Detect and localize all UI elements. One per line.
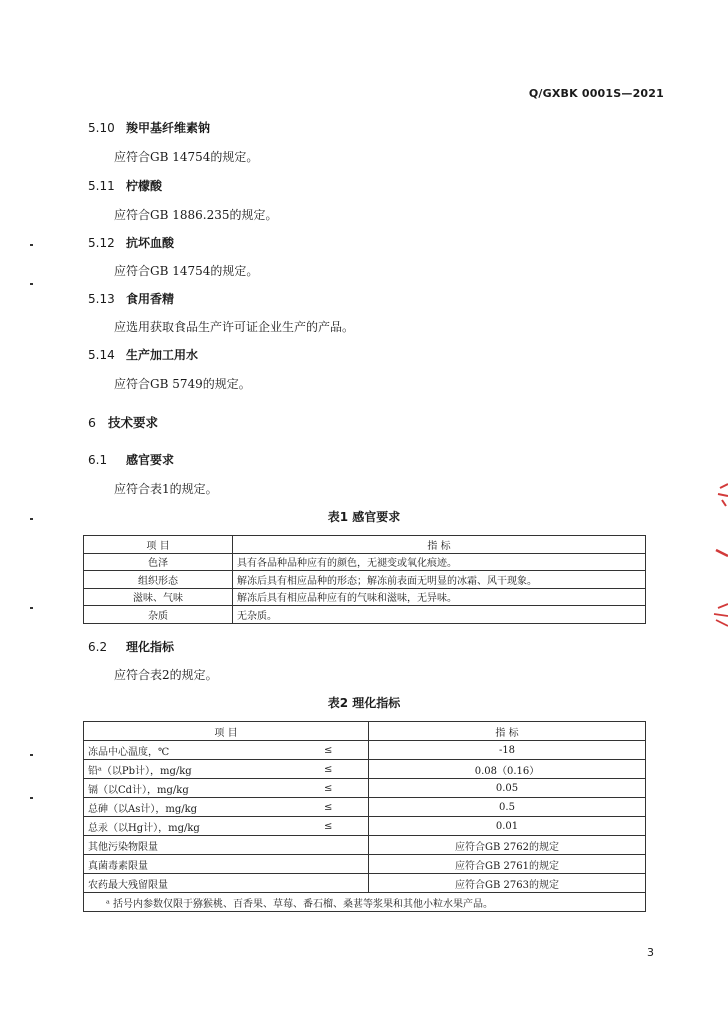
- table-row: [84, 836, 646, 855]
- row-value: 应符合GB 2761的规定: [369, 855, 646, 874]
- table-header-row: [84, 536, 646, 554]
- section-5-12-text: 应符合GB 14754的规定。: [114, 264, 259, 278]
- section-title: 羧甲基纤维素钠: [126, 121, 211, 135]
- section-title: 食用香精: [126, 292, 175, 306]
- row-item: 其他污染物限量: [84, 836, 323, 855]
- section-6-2-text: 应符合表2的规定。: [114, 668, 218, 682]
- section-5-13-heading: [88, 290, 174, 307]
- section-5-11-text: 应符合GB 1886.235的规定。: [114, 208, 278, 222]
- section-6-2-heading: [88, 638, 174, 655]
- section-5-10-heading: [88, 119, 210, 136]
- section-title: 柠檬酸: [126, 179, 163, 193]
- table-1-caption: 表1 感官要求: [327, 510, 401, 524]
- row-item: 滋味、气味: [84, 588, 233, 606]
- section-5-10-text: 应符合GB 14754的规定。: [114, 150, 259, 164]
- header-indicator: 指 标: [369, 722, 646, 741]
- row-item: 杂质: [84, 606, 233, 624]
- table-row: [84, 855, 646, 874]
- section-6-1-text: 应符合表1的规定。: [114, 482, 218, 496]
- scan-speck: [30, 607, 33, 609]
- row-operator: ≤: [322, 760, 369, 779]
- table-row: [84, 874, 646, 893]
- row-indicator: 具有各品种品种应有的颜色，无褪变或氧化痕迹。: [233, 553, 646, 571]
- row-value: 0.08（0.16）: [369, 760, 646, 779]
- seal-stamp-fragment: [706, 480, 728, 630]
- table-row: [84, 760, 646, 779]
- table-row: [84, 571, 646, 589]
- section-number: 5.10: [88, 121, 115, 135]
- section-title: 感官要求: [126, 453, 175, 467]
- row-operator: ≤: [322, 779, 369, 798]
- section-5-13-text: 应选用获取食品生产许可证企业生产的产品。: [114, 320, 355, 334]
- row-operator: ≤: [322, 817, 369, 836]
- row-indicator: 解冻后具有相应品种的形态；解冻前表面无明显的冰霜、风干现象。: [233, 571, 646, 589]
- section-number: 5.12: [88, 236, 115, 250]
- section-5-12-heading: [88, 234, 174, 251]
- row-operator: [322, 855, 369, 874]
- row-value: 应符合GB 2762的规定: [369, 836, 646, 855]
- table-row: [84, 606, 646, 624]
- row-item: 色泽: [84, 553, 233, 571]
- table-note-row: [84, 893, 646, 912]
- row-operator: ≤: [322, 741, 369, 760]
- scan-speck: [30, 283, 33, 285]
- section-title: 抗坏血酸: [126, 236, 175, 250]
- row-item: 总汞（以Hg计），mg/kg: [84, 817, 323, 836]
- row-value: 0.5: [369, 798, 646, 817]
- row-item: 真菌毒素限量: [84, 855, 323, 874]
- section-number: 5.11: [88, 179, 115, 193]
- row-item: 冻品中心温度，℃: [84, 741, 323, 760]
- section-number: 6.2: [88, 640, 108, 654]
- row-value: 0.05: [369, 779, 646, 798]
- section-5-14-text: 应符合GB 5749的规定。: [114, 377, 251, 391]
- scan-speck: [30, 244, 33, 246]
- row-value: -18: [369, 741, 646, 760]
- table-row: [84, 588, 646, 606]
- section-title: 生产加工用水: [126, 348, 199, 362]
- chapter-6-heading: [88, 413, 158, 431]
- table-2-caption: 表2 理化指标: [327, 696, 401, 710]
- table-row: [84, 553, 646, 571]
- table-row: [84, 817, 646, 836]
- row-operator: [322, 836, 369, 855]
- chapter-number: 6: [88, 415, 96, 430]
- chapter-title: 技术要求: [108, 415, 159, 430]
- row-operator: ≤: [322, 798, 369, 817]
- header-indicator: 指 标: [233, 536, 646, 554]
- row-item: 镉（以Cd计），mg/kg: [84, 779, 323, 798]
- table-header-row: [84, 722, 646, 741]
- row-indicator: 无杂质。: [233, 606, 646, 624]
- row-operator: [322, 874, 369, 893]
- table-row: [84, 798, 646, 817]
- row-item: 组织形态: [84, 571, 233, 589]
- row-item: 总砷（以As计），mg/kg: [84, 798, 323, 817]
- row-indicator: 解冻后具有相应品种应有的气味和滋味，无异味。: [233, 588, 646, 606]
- row-value: 0.01: [369, 817, 646, 836]
- section-title: 理化指标: [126, 640, 175, 654]
- header-item: 项 目: [84, 536, 233, 554]
- row-item: 铅ᵃ（以Pb计），mg/kg: [84, 760, 323, 779]
- scan-speck: [30, 797, 33, 799]
- section-number: 6.1: [88, 453, 108, 467]
- page-number: 3: [647, 946, 654, 959]
- row-item: 农药最大残留限量: [84, 874, 323, 893]
- header-item: 项 目: [84, 722, 369, 741]
- sensory-requirements-table: [83, 535, 646, 624]
- section-5-11-heading: [88, 177, 162, 194]
- row-value: 应符合GB 2763的规定: [369, 874, 646, 893]
- physicochemical-table: [83, 721, 646, 912]
- table-row: [84, 779, 646, 798]
- table-footnote: ᵃ 括号内参数仅限于猕猴桃、百香果、草莓、番石榴、桑葚等浆果和其他小粒水果产品。: [84, 893, 646, 912]
- table-row: [84, 741, 646, 760]
- scan-speck: [30, 518, 33, 520]
- section-number: 5.14: [88, 348, 115, 362]
- section-6-1-heading: [88, 451, 174, 468]
- document-code: Q/GXBK 0001S—2021: [528, 87, 664, 100]
- section-number: 5.13: [88, 292, 115, 306]
- scan-speck: [30, 754, 33, 756]
- section-5-14-heading: [88, 346, 198, 363]
